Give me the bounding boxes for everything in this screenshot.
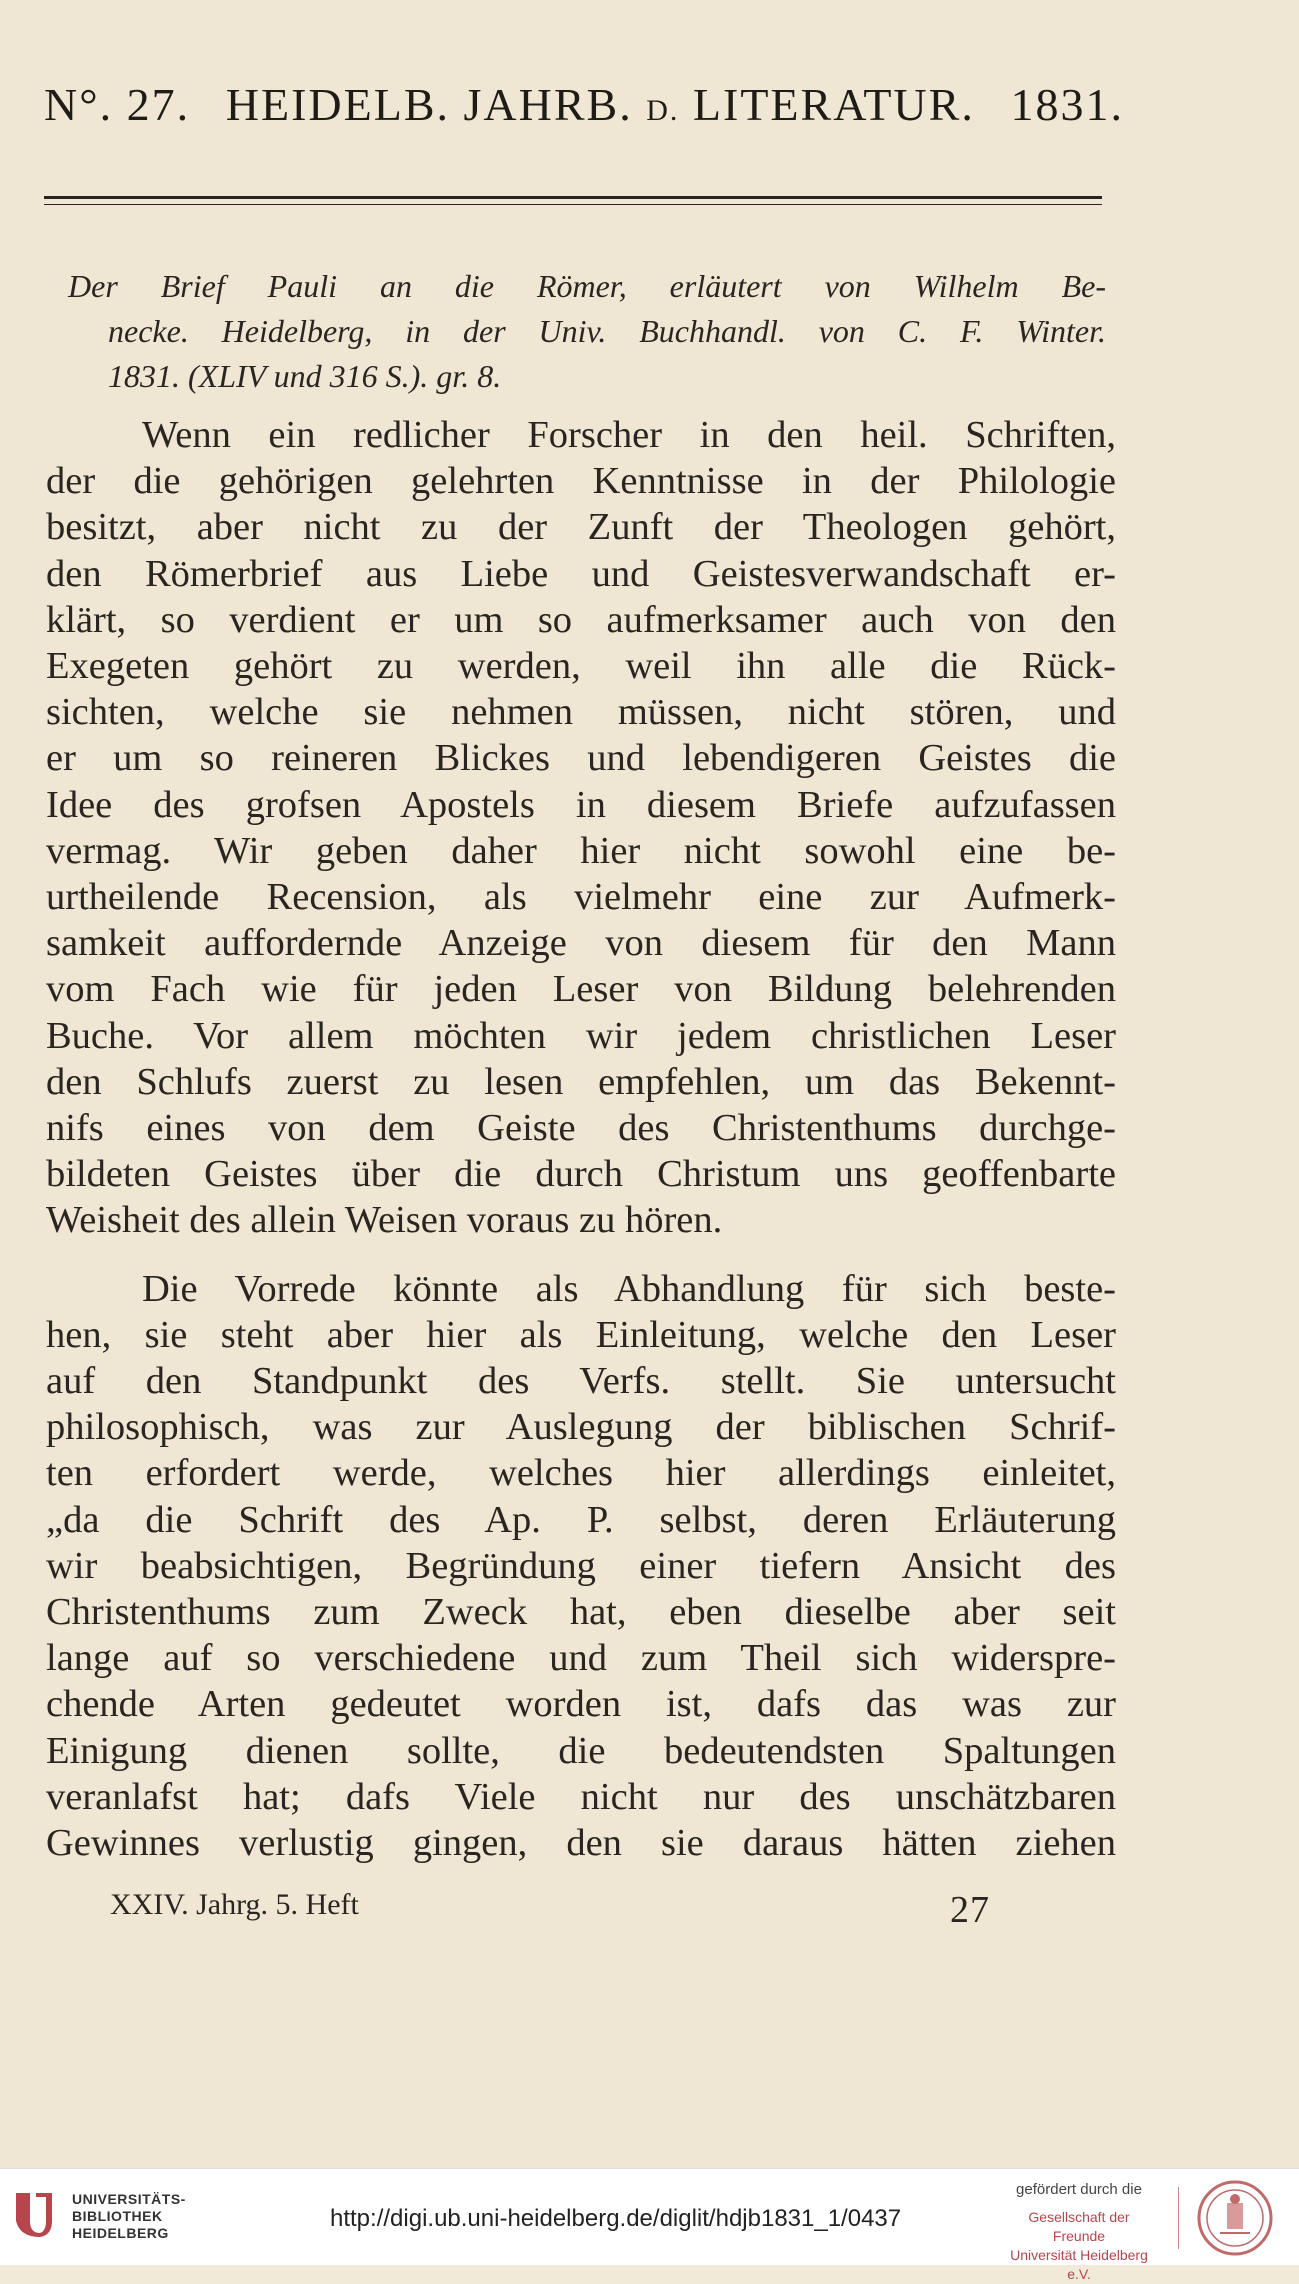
sponsor-org-line: Universität Heidelberg e.V. xyxy=(1010,2247,1148,2282)
sponsor-org xyxy=(1004,2208,1154,2284)
university-seal-icon xyxy=(1196,2179,1274,2257)
page-footer xyxy=(110,1888,990,1932)
issue-number: N°. 27. xyxy=(44,79,191,130)
signature-mark: XXIV. Jahrg. 5. Heft xyxy=(110,1888,359,1921)
text-line: veranlafst hat; dafs Viele nicht nur des unschätzbaren xyxy=(46,1775,1116,1818)
permalink-url[interactable]: http://digi.ub.uni-heidelberg.de/diglit/hdjb1831_1/0437 xyxy=(330,2205,902,2232)
divider xyxy=(1178,2187,1179,2249)
text-line: er um so reineren Blickes und lebendigeren Geistes die xyxy=(46,737,1116,780)
sponsor-label: gefördert durch die xyxy=(1016,2181,1142,2198)
journal-title-part-a: HEIDELB. JAHRB. xyxy=(225,79,633,130)
text-line: klärt, so verdient er um so aufmerksamer auch von den xyxy=(46,598,1116,641)
library-name-line: HEIDELBERG xyxy=(72,2225,169,2241)
citation-line: necke. Heidelberg, in der Univ. Buchhandl. von C. F. Winter. xyxy=(108,313,1106,349)
text-line: auf den Standpunkt des Verfs. stellt. Sie untersucht xyxy=(46,1360,1116,1403)
text-line: „da die Schrift des Ap. P. selbst, deren Erläuterung xyxy=(46,1498,1116,1541)
text-line: Gewinnes verlustig gingen, den sie daraus hätten ziehen xyxy=(46,1822,1116,1865)
text-line: hen, sie steht aber hier als Einleitung, welche den Leser xyxy=(46,1313,1116,1356)
sponsor-credit xyxy=(1004,2181,1154,2284)
text-line: chende Arten gedeutet worden ist, dafs das was zur xyxy=(46,1683,1116,1726)
text-line: Exegeten gehört zu werden, weil ihn alle die Rück- xyxy=(46,645,1116,688)
journal-title-d: D. xyxy=(646,94,680,127)
text-line: Die Vorrede könnte als Abhandlung für sich beste- xyxy=(142,1267,1116,1310)
text-line: Wenn ein redlicher Forscher in den heil. Schriften, xyxy=(142,414,1116,456)
running-header xyxy=(44,78,1124,131)
text-line: nifs eines von dem Geiste des Christenthums durchge- xyxy=(46,1107,1116,1150)
text-line: wir beabsichtigen, Begründung einer tiefern Ansicht des xyxy=(46,1544,1116,1587)
text-line: lange auf so verschiedene und zum Theil sich widerspre- xyxy=(46,1637,1116,1680)
page-number: 27 xyxy=(950,1889,990,1931)
text-line: Weisheit des allein Weisen voraus zu hören. xyxy=(46,1199,723,1242)
sponsor-org-line: Gesellschaft der Freunde xyxy=(1028,2209,1130,2244)
university-library-logo-icon xyxy=(12,2187,56,2241)
text-line: Buche. Vor allem möchten wir jedem christlichen Leser xyxy=(46,1014,1116,1057)
text-line: vermag. Wir geben daher hier nicht sowohl eine be- xyxy=(46,829,1116,872)
journal-title xyxy=(226,78,975,131)
text-line: sichten, welche sie nehmen müssen, nicht stören, und xyxy=(46,691,1116,734)
library-name-line: BIBLIOTHEK xyxy=(72,2208,163,2224)
header-year: 1831. xyxy=(1010,79,1124,130)
journal-title-part-b: LITERATUR. xyxy=(692,79,975,130)
text-line: besitzt, aber nicht zu der Zunft der Theologen gehört, xyxy=(46,506,1116,549)
paragraph xyxy=(46,412,1116,1244)
text-line: Einigung dienen sollte, die bedeutendsten Spaltungen xyxy=(46,1729,1116,1772)
paragraph xyxy=(46,1266,1116,1867)
text-line: den Schlufs zuerst zu lesen empfehlen, um das Bekennt- xyxy=(46,1060,1116,1103)
text-line: der die gehörigen gelehrten Kenntnisse in der Philologie xyxy=(46,460,1116,503)
digital-library-bar xyxy=(0,2168,1299,2282)
header-rule xyxy=(44,196,1102,199)
library-name xyxy=(72,2191,186,2242)
library-name-line: UNIVERSITÄTS- xyxy=(72,2191,186,2207)
text-line: bildeten Geistes über die durch Christum uns geoffenbarte xyxy=(46,1153,1116,1196)
text-line: Christenthums zum Zweck hat, eben dieselbe aber seit xyxy=(46,1591,1116,1634)
book-citation xyxy=(68,264,1106,399)
article-body xyxy=(46,412,1116,1866)
header-rule-thin xyxy=(44,204,1102,205)
citation-line: 1831. (XLIV und 316 S.). gr. 8. xyxy=(108,358,502,394)
text-line: ten erfordert werde, welches hier allerdings einleitet, xyxy=(46,1452,1116,1495)
text-line: den Römerbrief aus Liebe und Geistesverwandschaft er- xyxy=(46,552,1116,595)
citation-line: Der Brief Pauli an die Römer, erläutert von Wilhelm Be- xyxy=(68,268,1106,304)
text-line: Idee des grofsen Apostels in diesem Briefe aufzufassen xyxy=(46,783,1116,826)
text-line: urtheilende Recension, als vielmehr eine zur Aufmerk- xyxy=(46,876,1116,919)
text-line: vom Fach wie für jeden Leser von Bildung belehrenden xyxy=(46,968,1116,1011)
text-line: philosophisch, was zur Auslegung der biblischen Schrif- xyxy=(46,1406,1116,1449)
text-line: samkeit auffordernde Anzeige von diesem für den Mann xyxy=(46,922,1116,965)
